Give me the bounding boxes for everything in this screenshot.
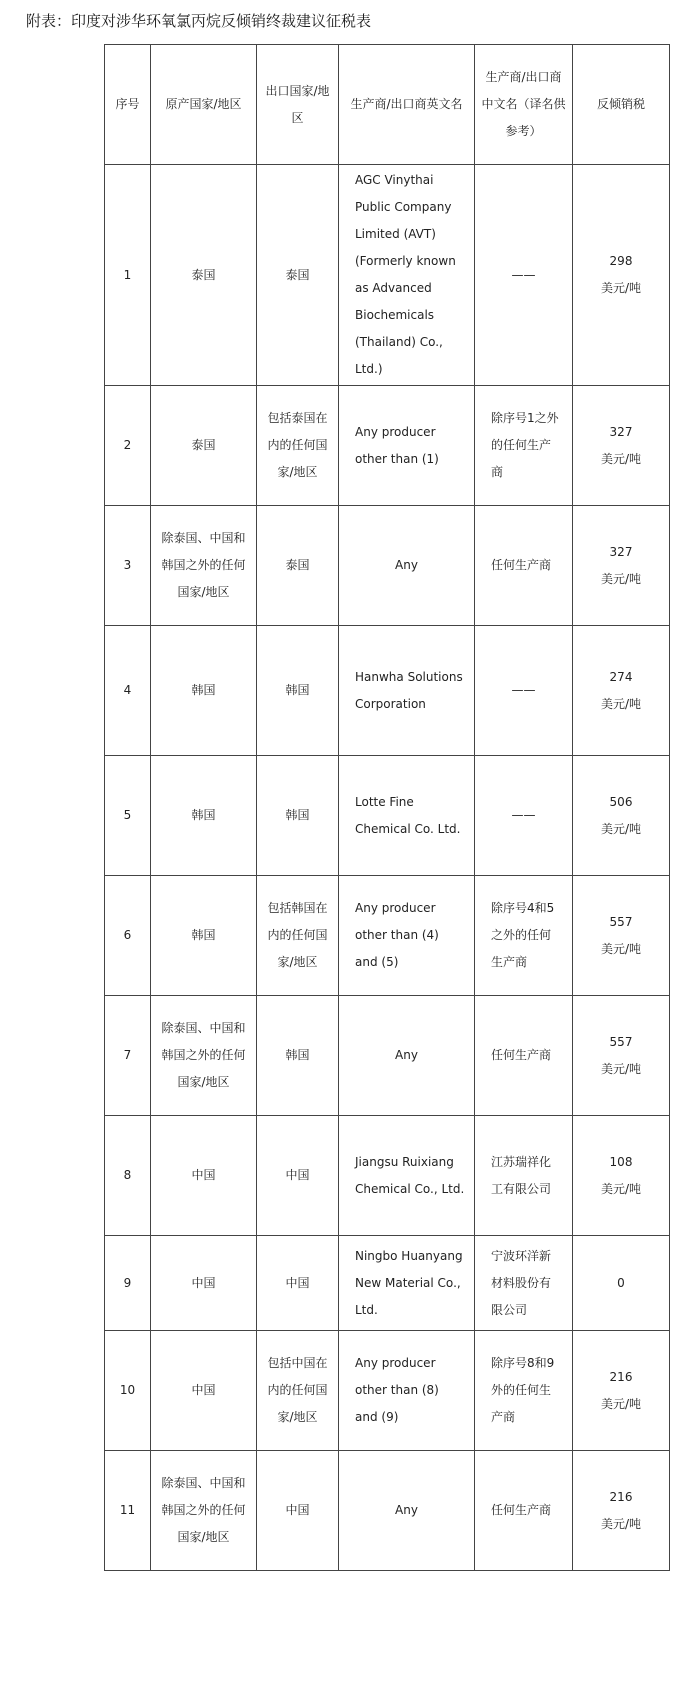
row-duty: [573, 1331, 670, 1451]
duty-table: [104, 44, 670, 1571]
row-export: 包括中国在内的任何国家/地区: [257, 1331, 339, 1451]
duty-value: 0: [617, 1275, 625, 1290]
table-row: [105, 1451, 670, 1571]
duty-unit: 美元/吨: [600, 941, 642, 956]
row-origin: 中国: [151, 1331, 257, 1451]
duty-unit: 美元/吨: [600, 571, 642, 586]
table-row: [105, 1331, 670, 1451]
row-export: 泰国: [257, 165, 339, 386]
row-duty: [573, 506, 670, 626]
duty-unit: 美元/吨: [600, 1516, 642, 1531]
row-origin: 中国: [151, 1236, 257, 1331]
row-origin: 除泰国、中国和韩国之外的任何国家/地区: [151, 996, 257, 1116]
duty-unit: 美元/吨: [600, 696, 642, 711]
row-producer-en: Lotte Fine Chemical Co. Ltd.: [339, 756, 475, 876]
row-producer-en: Any producer other than (1): [339, 386, 475, 506]
row-no: 8: [105, 1116, 151, 1236]
row-duty: [573, 165, 670, 386]
row-duty: [573, 756, 670, 876]
duty-unit: 美元/吨: [600, 451, 642, 466]
duty-value: 274: [609, 669, 633, 684]
row-origin: 韩国: [151, 626, 257, 756]
row-producer-cn: 除序号8和9外的任何生产商: [475, 1331, 573, 1451]
header-origin: 原产国家/地区: [151, 45, 257, 165]
row-no: 6: [105, 876, 151, 996]
duty-value: 506: [609, 794, 633, 809]
table-row: [105, 626, 670, 756]
duty-unit: 美元/吨: [600, 821, 642, 836]
duty-table-container: [104, 44, 670, 1571]
row-producer-en: Any: [339, 996, 475, 1116]
row-producer-cn: 宁波环洋新材料股份有限公司: [475, 1236, 573, 1331]
table-row: [105, 996, 670, 1116]
row-export: 泰国: [257, 506, 339, 626]
header-no: 序号: [105, 45, 151, 165]
table-row: [105, 1116, 670, 1236]
row-no: 4: [105, 626, 151, 756]
duty-value: 298: [609, 254, 633, 268]
row-producer-en: Any: [339, 506, 475, 626]
row-no: 9: [105, 1236, 151, 1331]
table-row: [105, 506, 670, 626]
row-producer-en: Any producer other than (4) and (5): [339, 876, 475, 996]
row-export: 中国: [257, 1236, 339, 1331]
row-duty: [573, 1116, 670, 1236]
page-title: 附表：印度对涉华环氧氯丙烷反倾销终裁建议征税表: [26, 12, 372, 30]
row-producer-cn: ——: [475, 626, 573, 756]
row-origin: 除泰国、中国和韩国之外的任何国家/地区: [151, 1451, 257, 1571]
duty-unit: 美元/吨: [600, 1181, 642, 1196]
duty-value: 108: [609, 1154, 633, 1169]
row-producer-cn: ——: [475, 165, 573, 386]
duty-unit: 美元/吨: [600, 281, 642, 295]
row-producer-en: Any producer other than (8) and (9): [339, 1331, 475, 1451]
row-producer-cn: 江苏瑞祥化工有限公司: [475, 1116, 573, 1236]
header-row: [105, 45, 670, 165]
row-duty: [573, 386, 670, 506]
row-export: 包括泰国在内的任何国家/地区: [257, 386, 339, 506]
row-origin: 泰国: [151, 386, 257, 506]
row-duty: [573, 1451, 670, 1571]
row-producer-en: Ningbo Huanyang New Material Co., Ltd.: [339, 1236, 475, 1331]
table-row: [105, 165, 670, 386]
duty-unit: 美元/吨: [600, 1061, 642, 1076]
duty-value: 216: [609, 1369, 633, 1384]
row-producer-en: Any: [339, 1451, 475, 1571]
row-duty: [573, 1236, 670, 1331]
row-no: 2: [105, 386, 151, 506]
table-row: [105, 756, 670, 876]
row-producer-en: Hanwha Solutions Corporation: [339, 626, 475, 756]
duty-value: 327: [609, 424, 633, 439]
row-no: 3: [105, 506, 151, 626]
duty-value: 327: [609, 544, 633, 559]
duty-value: 557: [609, 914, 633, 929]
row-producer-cn: 任何生产商: [475, 506, 573, 626]
row-no: 11: [105, 1451, 151, 1571]
row-origin: 中国: [151, 1116, 257, 1236]
row-export: 韩国: [257, 756, 339, 876]
table-row: [105, 1236, 670, 1331]
header-producer-en: 生产商/出口商英文名: [339, 45, 475, 165]
row-duty: [573, 996, 670, 1116]
row-origin: 泰国: [151, 165, 257, 386]
row-duty: [573, 626, 670, 756]
row-producer-cn: 除序号4和5之外的任何生产商: [475, 876, 573, 996]
row-export: 中国: [257, 1116, 339, 1236]
row-producer-en: AGC Vinythai Public Company Limited (AVT) (Formerly known as Advanced Biochemicals (Thailand) Co., Ltd.): [339, 165, 475, 386]
row-no: 7: [105, 996, 151, 1116]
duty-value: 216: [609, 1489, 633, 1504]
header-producer-cn: 生产商/出口商中文名（译名供参考）: [475, 45, 573, 165]
row-origin: 韩国: [151, 876, 257, 996]
row-no: 1: [105, 165, 151, 386]
table-row: [105, 386, 670, 506]
row-producer-en: Jiangsu Ruixiang Chemical Co., Ltd.: [339, 1116, 475, 1236]
row-producer-cn: 除序号1之外的任何生产商: [475, 386, 573, 506]
row-origin: 除泰国、中国和韩国之外的任何国家/地区: [151, 506, 257, 626]
row-export: 韩国: [257, 626, 339, 756]
row-producer-cn: 任何生产商: [475, 1451, 573, 1571]
row-no: 5: [105, 756, 151, 876]
row-export: 包括韩国在内的任何国家/地区: [257, 876, 339, 996]
table-row: [105, 876, 670, 996]
row-producer-cn: 任何生产商: [475, 996, 573, 1116]
row-no: 10: [105, 1331, 151, 1451]
row-producer-cn: ——: [475, 756, 573, 876]
duty-unit: 美元/吨: [600, 1396, 642, 1411]
duty-value: 557: [609, 1034, 633, 1049]
row-export: 韩国: [257, 996, 339, 1116]
row-duty: [573, 876, 670, 996]
row-export: 中国: [257, 1451, 339, 1571]
header-export: 出口国家/地区: [257, 45, 339, 165]
row-origin: 韩国: [151, 756, 257, 876]
header-duty: 反倾销税: [573, 45, 670, 165]
